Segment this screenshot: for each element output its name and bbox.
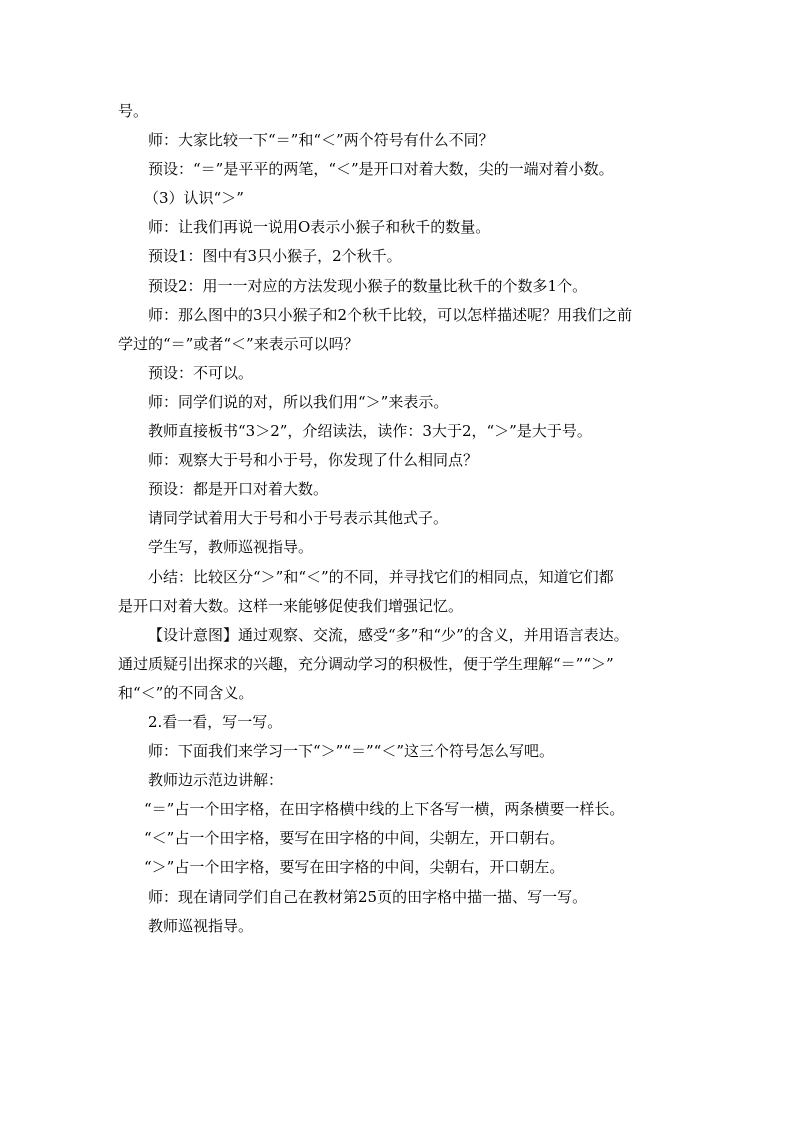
- text-line-continuation: 学过的“＝”或者“＜”来表示可以吗？: [118, 334, 359, 353]
- text-line-symbol-rule: “＞”占一个田字格，要写在田字格的中间，尖朝右，开口朝左。: [144, 858, 565, 877]
- text-line-design-intent: 【设计意图】通过观察、交流，感受“多”和“少”的含义，并用语言表达。: [148, 625, 629, 644]
- text-line-teacher: 师：同学们说的对，所以我们用“＞”来表示。: [148, 392, 449, 411]
- text-line-preset: 预设：都是开口对着大数。: [148, 480, 329, 499]
- text-line-teacher: 师：让我们再说一说用O表示小猴子和秋千的数量。: [148, 218, 491, 237]
- text-line-teacher: 师：大家比较一下“＝”和“＜”两个符号有什么不同？: [148, 131, 494, 150]
- text-line: 请同学试着用大于号和小于号表示其他式子。: [148, 509, 449, 528]
- text-line-preset: 预设：不可以。: [148, 363, 254, 382]
- text-line-teacher: 师：那么图中的3只小猴子和2个秋千比较，可以怎样描述呢？用我们之前: [148, 305, 633, 324]
- text-line-preset: 预设1：图中有3只小猴子，2个秋千。: [148, 247, 402, 266]
- text-line-continuation: 号。: [118, 102, 149, 120]
- text-line-teacher: 师：现在请同学们自己在教材第25页的田字格中描一描、写一写。: [148, 887, 588, 906]
- document-body: [118, 97, 680, 941]
- text-line-symbol-rule: “＜”占一个田字格，要写在田字格的中间，尖朝左，开口朝右。: [144, 829, 565, 848]
- text-line-preset: 预设：“＝”是平平的两笔，“＜”是开口对着大数，尖的一端对着小数。: [148, 160, 614, 179]
- text-line-teacher: 师：下面我们来学习一下“＞”“＝”“＜”这三个符号怎么写吧。: [148, 742, 555, 761]
- text-line: 教师直接板书“3＞2”，介绍读法，读作：3大于2，“＞”是大于号。: [148, 422, 592, 441]
- text-line-summary: 小结：比较区分“＞”和“＜”的不同，并寻找它们的相同点，知道它们都: [148, 567, 614, 586]
- section-heading: （3）认识“＞”: [144, 189, 244, 208]
- text-line-teacher: 师：观察大于号和小于号，你发现了什么相同点？: [148, 451, 479, 470]
- text-line: 教师巡视指导。: [148, 916, 254, 935]
- text-line: 教师边示范边讲解：: [148, 771, 284, 790]
- text-line-continuation: 是开口对着大数。这样一来能够促使我们增强记忆。: [118, 596, 464, 615]
- text-line-continuation: 和“＜”的不同含义。: [118, 683, 254, 702]
- text-line-continuation: 通过质疑引出探求的兴趣，充分调动学习的积极性，便于学生理解“＝”“＞”: [118, 654, 614, 673]
- section-heading: 2.看一看，写一写。: [148, 712, 283, 731]
- text-line: 学生写，教师巡视指导。: [148, 538, 314, 557]
- text-line-symbol-rule: “＝”占一个田字格，在田字格横中线的上下各写一横，两条横要一样长。: [144, 800, 625, 819]
- text-line-preset: 预设2：用一一对应的方法发现小猴子的数量比秋千的个数多1个。: [148, 276, 588, 295]
